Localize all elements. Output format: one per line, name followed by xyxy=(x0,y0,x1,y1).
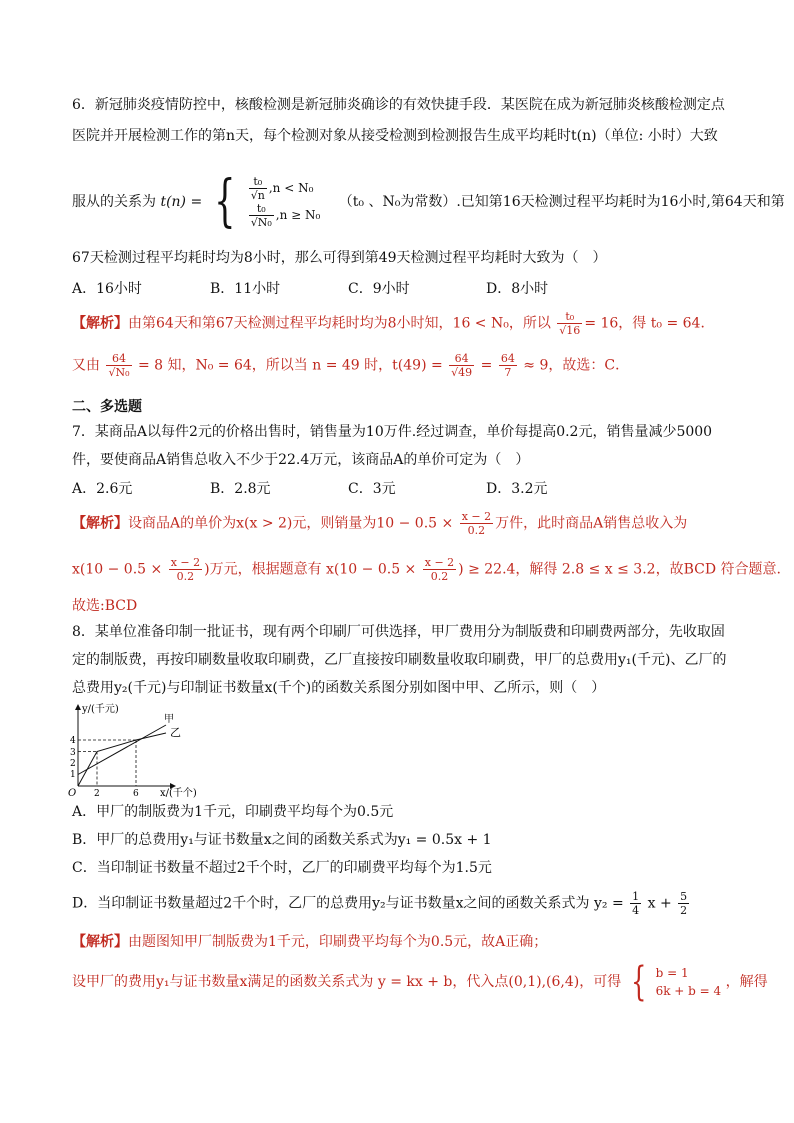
q6-case1: $\frac{\text{t₀}}{√n}$ ,n < N₀ xyxy=(250,175,314,202)
q6-brace: { xyxy=(213,169,236,234)
q8-option-c: C．当印制证书数量不超过2千个时，乙厂的印刷费平均每个为1.5元 xyxy=(72,860,492,876)
q7-answer: 故选:BCD xyxy=(72,598,138,614)
q8-system-eq2: 6k + b = 4 xyxy=(655,984,722,998)
q8-system xyxy=(656,964,722,1000)
q6-analysis-2: 又由 $\frac{64}{\text{√N₀}}$ = 8 知，N₀ = 64，所以当 n = 49 时，t(49) = $\frac{64}{√49}$ = $\frac{64}{7}$ ≈ 9，故选：C． xyxy=(72,352,630,379)
q8-analysis-tag: 【解析】 xyxy=(72,934,128,950)
q6-option-c: C．9小时 xyxy=(348,281,410,297)
line-jia xyxy=(78,725,166,775)
q7-analysis-2: x(10 − 0.5 × $\frac{x - 2}{0.2}$ )万元，根据题意有 x(10 − 0.5 × $\frac{x - 2}{0.2}$ ) ≥ 22.4，解得 2.8 ≤ x ≤ 3.2，故BCD 符合题意. xyxy=(72,556,781,583)
q8-analysis-1: 【解析】由题图知甲厂制版费为1千元，印刷费平均每个为0.5元，故A正确； xyxy=(72,934,548,950)
q8-option-b: B．甲厂的总费用y₁与证书数量x之间的函数关系式为y₁ = 0.5x + 1 xyxy=(72,832,492,848)
label-yi: 乙 xyxy=(170,726,181,739)
q6-function-name: t(n) = xyxy=(160,194,203,210)
q7-option-a: A．2.6元 xyxy=(72,481,133,497)
q7-line1: 7．某商品A以每件2元的价格出售时，销售量为10万件.经过调查，单价每提高0.2元，销售量减少5000 xyxy=(72,424,713,440)
q6-analysis2-frac3: $\frac{64}{7}$ xyxy=(500,352,515,379)
q7-analysis-1: 【解析】设商品A的单价为x(x > 2)元，则销量为10 − 0.5 × $\frac{x - 2}{0.2}$ 万件，此时商品A销售总收入为 xyxy=(72,510,688,537)
q7-option-d: D．3.2元 xyxy=(486,481,548,497)
ytick-3: 3 xyxy=(70,748,76,758)
ytick-1: 1 xyxy=(70,770,76,780)
q8-option-a: A．甲厂的制版费为1千元，印刷费平均每个为0.5元 xyxy=(72,804,394,820)
q6-option-a: A．16小时 xyxy=(72,281,142,297)
q6-line3-lead: 服从的关系为 xyxy=(72,194,156,210)
q8-line2: 定的制版费，再按印刷数量收取印刷费，乙厂直接按印刷数量收取印刷费，甲厂的总费用y₁(千元)、乙厂的 xyxy=(72,652,727,668)
q6-line2: 医院并开展检测工作的第n天，每个检测对象从接受检测到检测报告生成平均耗时t(n)（单位: 小时）大致 xyxy=(72,128,718,144)
q8-line1: 8．某单位准备印制一批证书，现有两个印刷厂可供选择，甲厂费用分为制版费和印刷费两部分，先收取固 xyxy=(72,624,725,640)
q7-line2: 件，要使商品A销售总收入不少于22.4万元，该商品A的单价可定为（ ） xyxy=(72,452,530,468)
q7-analysis-frac2: $\frac{x - 2}{0.2}$ xyxy=(170,556,201,583)
q7-analysis-frac3: $\frac{x - 2}{0.2}$ xyxy=(424,556,455,583)
q6-line4: 67天检测过程平均耗时均为8小时，那么可得到第49天检测过程平均耗时大致为（ ） xyxy=(72,250,607,266)
q7-option-c: C．3元 xyxy=(348,481,396,497)
ytick-4: 4 xyxy=(70,736,76,746)
y-axis-arrow xyxy=(75,704,81,710)
graph-ylabel: y/(千元) xyxy=(82,704,119,715)
q8-line3: 总费用y₂(千元)与印制证书数量x(千个)的函数关系图分别如图中甲、乙所示，则（ ） xyxy=(72,680,606,696)
q6-option-b: B．11小时 xyxy=(210,281,281,297)
section-title-multi-choice: 二、多选题 xyxy=(72,399,142,415)
q6-cases xyxy=(247,175,321,229)
q6-analysis2-frac1: $\frac{64}{\text{√N₀}}$ xyxy=(108,352,130,379)
xtick-6: 6 xyxy=(133,789,139,798)
q6-case2: $\frac{\text{t₀}}{\text{√N₀}}$ ,n ≥ N₀ xyxy=(250,202,321,229)
q6-case2-frac: $\frac{\text{t₀}}{\text{√N₀}}$ xyxy=(250,202,272,229)
q6-case1-frac: $\frac{\text{t₀}}{√n}$ xyxy=(250,175,265,202)
q6-analysis2-frac2: $\frac{64}{√49}$ xyxy=(451,352,473,379)
ytick-2: 2 xyxy=(70,759,76,769)
q7-analysis-frac1: $\frac{x - 2}{0.2}$ xyxy=(461,510,492,537)
q8-optd-frac1: $\frac{1}{4}$ xyxy=(632,890,640,917)
q6-analysis-tag: 【解析】 xyxy=(72,315,128,332)
q6-line3-tail: （t₀ 、N₀为常数）.已知第16天检测过程平均耗时为16小时,第64天和第 xyxy=(338,194,785,210)
q8-system-eq1: b = 1 xyxy=(655,966,689,980)
graph-xlabel: x/(千个) xyxy=(160,788,197,798)
graph-origin: O xyxy=(68,788,77,798)
line-yi xyxy=(78,733,166,786)
q6-analysis-1: 【解析】由第64天和第67天检测过程平均耗时均为8小时知，16 < N₀，所以 $\frac{\text{t₀}}{√16}$ = 16，得 t₀ = 64． xyxy=(72,310,715,337)
q8-option-d: D．当印制证书数量超过2千个时，乙厂的总费用y₂与证书数量x之间的函数关系式为 y₂ = $\frac{1}{4}$ x + $\frac{5}{2}$ xyxy=(72,890,688,917)
q6-line1: 6．新冠肺炎疫情防控中，核酸检测是新冠肺炎确诊的有效快捷手段．某医院在成为新冠肺炎核酸检测定点 xyxy=(72,97,725,113)
q8-optd-frac2: $\frac{5}{2}$ xyxy=(680,890,688,917)
q8-system-brace: { xyxy=(630,959,647,1005)
q8-analysis-2: 设甲厂的费用y₁与证书数量x满足的函数关系式为 y = kx + b，代入点(0,1),(6,4)，可得 { b = 1 6k + b = 4 ，解得 xyxy=(72,959,768,1005)
q6-line3 xyxy=(72,169,785,234)
q6-analysis-frac: $\frac{\text{t₀}}{√16}$ xyxy=(559,310,581,337)
xtick-2: 2 xyxy=(94,789,100,798)
label-jia: 甲 xyxy=(164,714,174,725)
q8-function-graph xyxy=(66,702,216,798)
q6-option-d: D．8小时 xyxy=(486,281,549,297)
q7-analysis-tag: 【解析】 xyxy=(72,515,128,532)
q7-option-b: B．2.8元 xyxy=(210,481,271,497)
